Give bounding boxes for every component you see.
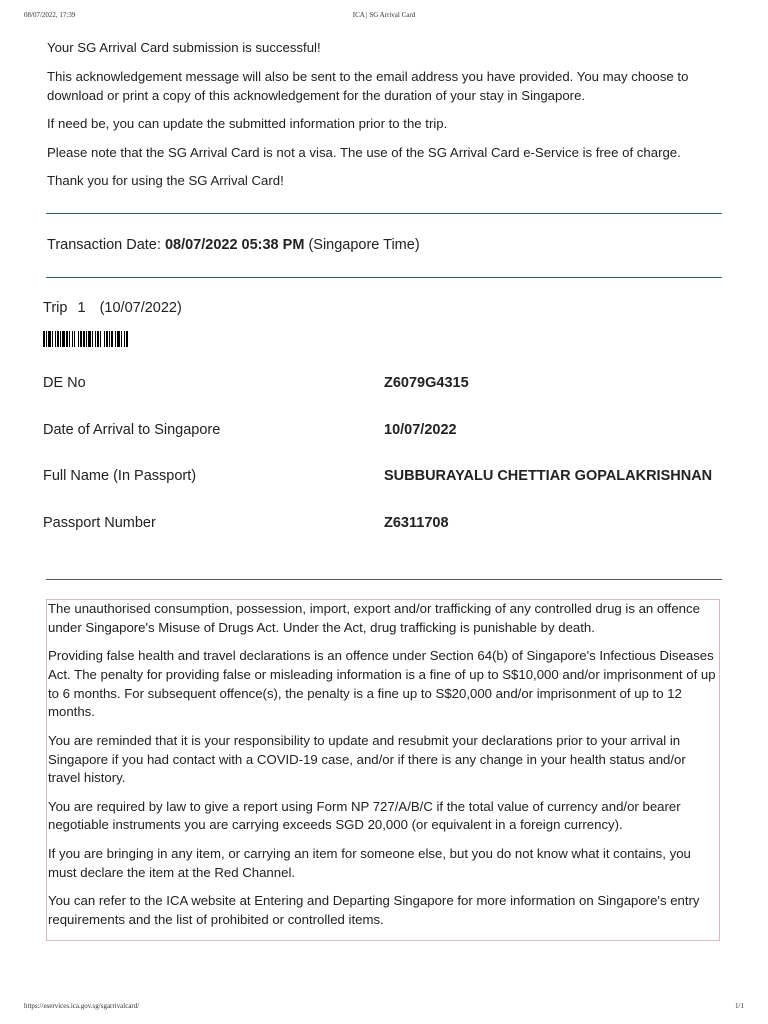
detail-row-arrival-date: [43, 419, 723, 441]
barcode-image: [43, 331, 147, 347]
legal-notice-box: [46, 599, 720, 941]
update-note: If need be, you can update the submitted information prior to the trip.: [47, 116, 448, 131]
transaction-value: 08/07/2022 05:38 PM: [164, 237, 305, 253]
transaction-date: [47, 235, 420, 255]
full-name-label: Full Name (In Passport): [43, 468, 197, 484]
detail-row-full-name: [43, 465, 723, 487]
print-title: ICA | SG Arrival Card: [352, 11, 416, 19]
notice-currency-report: You are required by law to give a report using Form NP 727/A/B/C if the total value of currency and/or bearer negotiable instruments you are carrying exceeds SGD 20,000 (or equivalent in a foreign currency).: [48, 798, 681, 833]
de-no-value: Z6079G4315: [384, 375, 469, 391]
notice-unknown-items: If you are bringing in any item, or carrying an item for someone else, but you do not know what it contains, you must declare the item at the Red Channel.: [48, 845, 691, 880]
notice-false-declaration: Providing false health and travel declarations is an offence under Section 64(b) of Singapore's Infectious Diseases Act. The penalty for providing false or misleading information is a fine of up to S$10,000 and/or imprisonment of up to 6 months. For subsequent offence(s), the penalty is a fine up to S$20,000 and/or imprisonment of up to 12 months.: [48, 648, 716, 720]
notice-ica-website: You can refer to the ICA website at Entering and Departing Singapore for more information on Singapore's entry requirements and the list of prohibited or controlled items.: [48, 892, 700, 927]
passport-value: Z6311708: [384, 515, 449, 531]
trip-label: Trip: [43, 300, 68, 316]
thanks-message: Thank you for using the SG Arrival Card!: [47, 173, 284, 188]
email-note: This acknowledgement message will also be sent to the email address you have provided. You may choose to download or print a copy of this acknowledgement for the duration of your stay in Singapore.: [47, 68, 689, 103]
full-name-value: SUBBURAYALU CHETTIAR GOPALAKRISHNAN: [384, 468, 713, 484]
arrival-date-label: Date of Arrival to Singapore: [43, 422, 221, 438]
detail-row-passport: [43, 512, 723, 534]
arrival-date-value: 10/07/2022: [384, 422, 457, 438]
print-footer: [24, 1002, 744, 1012]
print-page-number: 1/1: [735, 1002, 744, 1010]
trip-header: [43, 298, 182, 318]
success-message: Your SG Arrival Card submission is successful!: [47, 40, 321, 55]
de-no-label: DE No: [43, 375, 86, 391]
trip-date: (10/07/2022): [99, 300, 182, 316]
trip-number: 1: [77, 300, 86, 316]
print-url: https://eservices.ica.gov.sg/sgarrivalcard/: [24, 1002, 140, 1010]
intro-section: [47, 38, 727, 200]
transaction-label: Transaction Date:: [47, 237, 161, 253]
divider-middle: [46, 277, 722, 278]
passport-label: Passport Number: [43, 515, 156, 531]
print-datetime: 08/07/2022, 17:39: [24, 11, 76, 19]
transaction-suffix: (Singapore Time): [308, 237, 420, 253]
divider-top: [46, 213, 722, 214]
detail-row-de-no: [43, 372, 723, 394]
divider-bottom: [46, 579, 722, 580]
notice-drugs: The unauthorised consumption, possession, import, export and/or trafficking of any controlled drug is an offence under Singapore's Misuse of Drugs Act. Under the Act, drug trafficking is punishable by death.: [48, 601, 700, 635]
print-header: [24, 11, 744, 21]
visa-note: Please note that the SG Arrival Card is not a visa. The use of the SG Arrival Card e-Service is free of charge.: [47, 144, 681, 160]
notice-update-declaration: You are reminded that it is your responsibility to update and resubmit your declarations prior to your arrival in Singapore if you had contact with a COVID-19 case, and/or if there is any change in your health status and/or travel history.: [48, 732, 686, 786]
